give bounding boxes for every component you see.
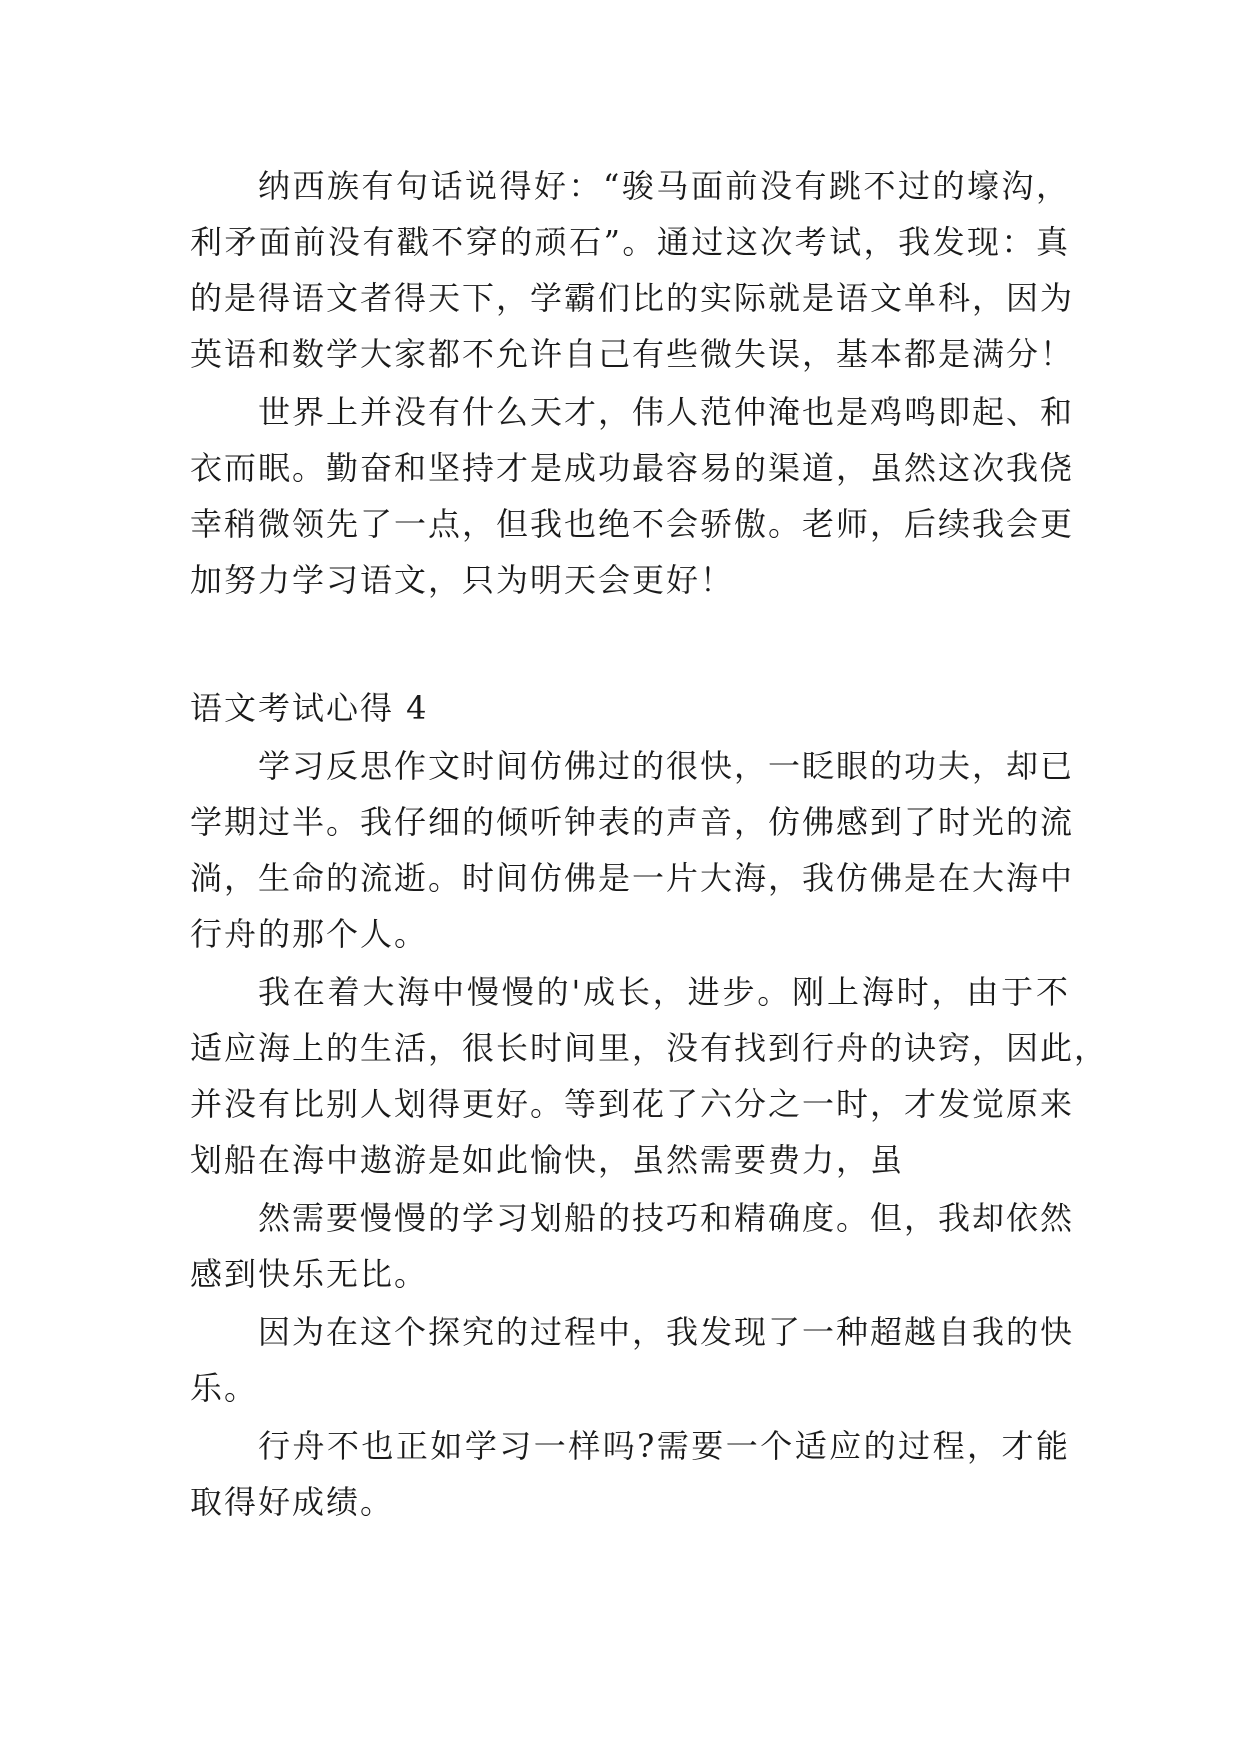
paragraph-line: 纳西族有句话说得好：“骏马面前没有跳不过的壕沟， (258, 167, 1070, 205)
paragraph-line: 学习反思作文时间仿佛过的很快，一眨眼的功夫，却已 (258, 747, 1075, 785)
paragraph-line: 行舟不也正如学习一样吗?需要一个适应的过程，才能 (258, 1427, 1070, 1465)
paragraph-line: 取得好成绩。 (190, 1483, 395, 1521)
paragraph-line: 利矛面前没有戳不穿的顽石”。通过这次考试，我发现：真 (190, 223, 1070, 261)
paragraph-line: 适应海上的生活，很长时间里，没有找到行舟的诀窍，因此， (190, 1029, 1109, 1067)
section-heading: 语文考试心得 4 (190, 689, 429, 727)
paragraph-line: 行舟的那个人。 (190, 915, 429, 953)
paragraph-line: 并没有比别人划得更好。等到花了六分之一时，才发觉原来 (190, 1085, 1075, 1123)
paragraph-line: 乐。 (190, 1369, 259, 1407)
paragraph-line: 学期过半。我仔细的倾听钟表的声音，仿佛感到了时光的流 (190, 803, 1075, 841)
paragraph-line: 幸稍微领先了一点，但我也绝不会骄傲。老师，后续我会更 (190, 505, 1075, 543)
paragraph-line: 衣而眠。勤奋和坚持才是成功最容易的渠道，虽然这次我侥 (190, 449, 1075, 487)
paragraph-line: 然需要慢慢的学习划船的技巧和精确度。但，我却依然 (258, 1199, 1075, 1237)
paragraph-line: 因为在这个探究的过程中，我发现了一种超越自我的快 (258, 1313, 1075, 1351)
paragraph-line: 我在着大海中慢慢的'成长，进步。刚上海时，由于不 (258, 973, 1070, 1011)
paragraph-line: 感到快乐无比。 (190, 1255, 429, 1293)
paragraph-line: 划船在海中遨游是如此愉快，虽然需要费力，虽 (190, 1141, 905, 1179)
paragraph-line: 的是得语文者得天下，学霸们比的实际就是语文单科，因为 (190, 279, 1075, 317)
paragraph-line: 淌，生命的流逝。时间仿佛是一片大海，我仿佛是在大海中 (190, 859, 1075, 897)
paragraph-line: 世界上并没有什么天才，伟人范仲淹也是鸡鸣即起、和 (258, 393, 1075, 431)
paragraph-line: 加努力学习语文，只为明天会更好！ (190, 561, 735, 599)
paragraph-line: 英语和数学大家都不允许自己有些微失误，基本都是满分！ (190, 335, 1075, 373)
